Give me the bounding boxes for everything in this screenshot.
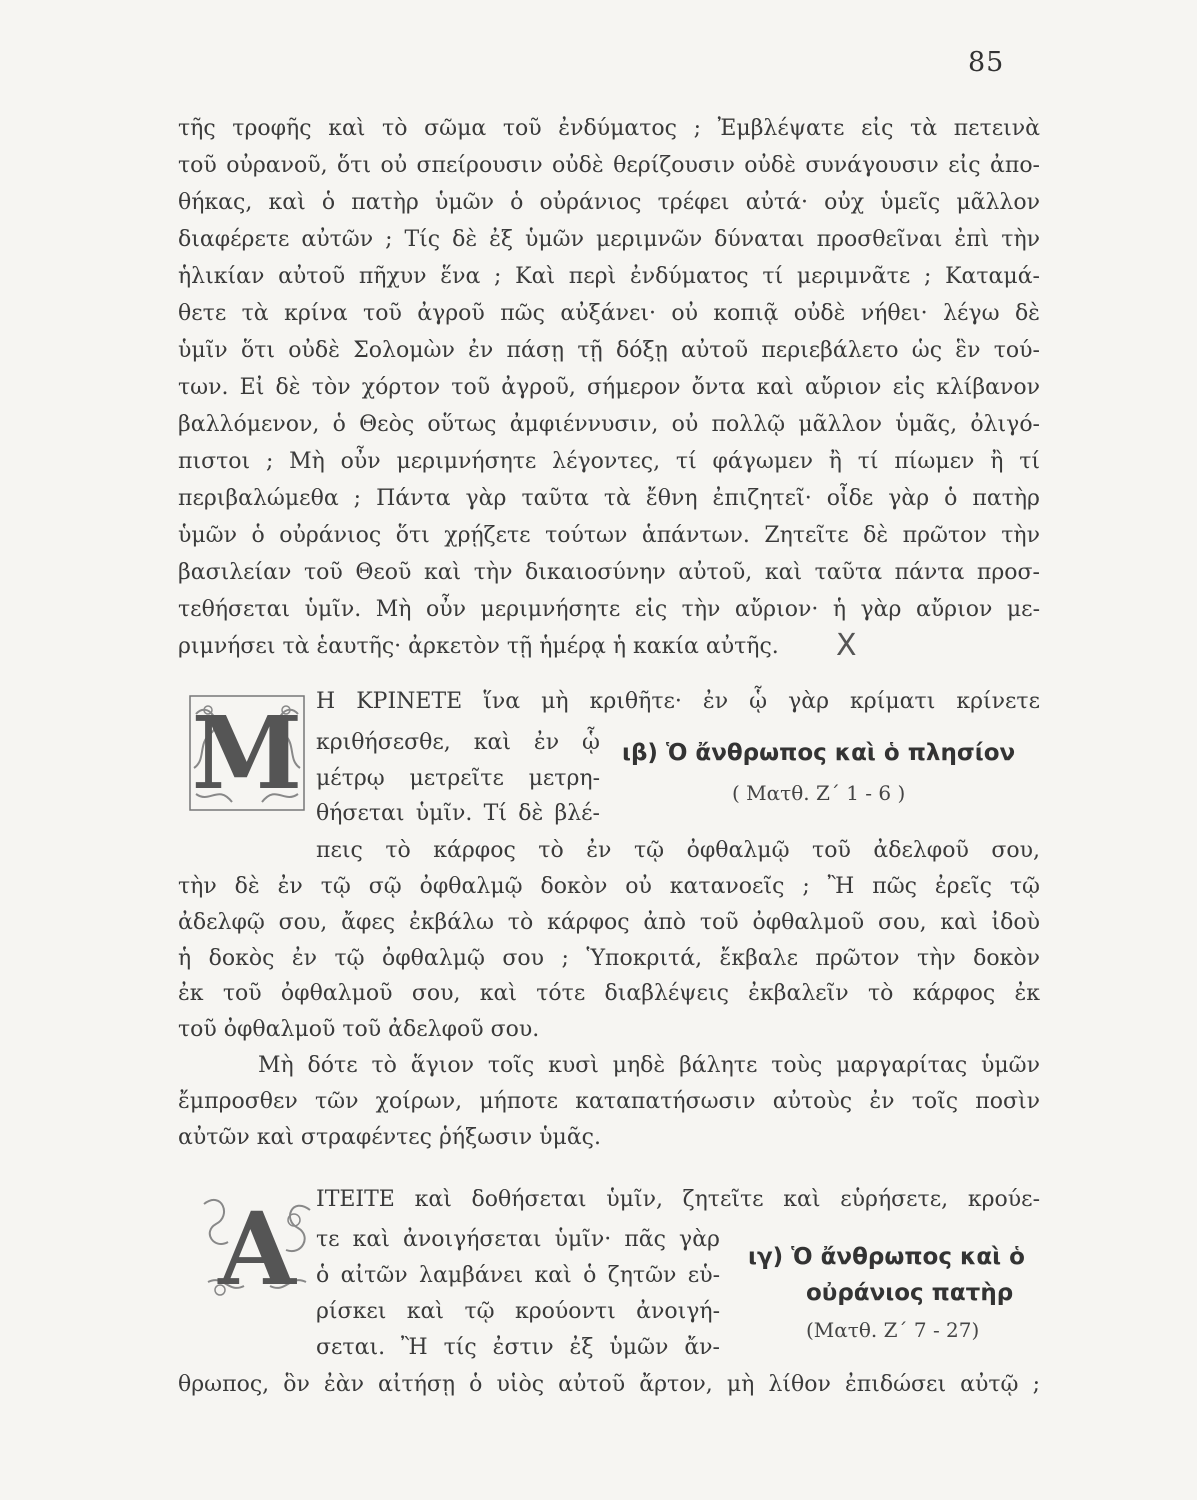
text-line: βασιλείαν τοῦ Θεοῦ καὶ τὴν δικαιοσύνην αὐτοῦ, καὶ ταῦτα πάντα προσ- xyxy=(178,560,1040,585)
text-line: πιστοι ; Μὴ οὖν μεριμνήσητε λέγοντες, τί φάγωμεν ἢ τί πίωμεν ἢ τί xyxy=(178,449,1040,474)
section-heading-cont: οὐράνιος πατὴρ xyxy=(806,1280,1014,1306)
text-line: θήκας, καὶ ὁ πατὴρ ὑμῶν ὁ οὐράνιος τρέφει αὐτά· οὐχ ὑμεῖς μᾶλλον xyxy=(178,190,1040,215)
text-line: πεις τὸ κάρφος τὸ ἐν τῷ ὀφθαλμῷ τοῦ ἀδελφοῦ σου, xyxy=(316,838,1040,863)
text-line: θήσεται ὑμῖν. Τί δὲ βλέ- xyxy=(316,801,600,826)
text-line: αὐτῶν καὶ στραφέντες ῥήξωσιν ὑμᾶς. xyxy=(178,1125,601,1150)
text-line: ὑμῖν ὅτι οὐδὲ Σολομὼν ἐν πάσῃ τῇ δόξῃ αὐτοῦ περιεβάλετο ὡς ἓν τού- xyxy=(178,338,1040,363)
text-line: ἡλικίαν αὐτοῦ πῆχυν ἕνα ; Καὶ περὶ ἐνδύματος τί μεριμνᾶτε ; Καταμά- xyxy=(178,264,1040,289)
text-line: ἡ δοκὸς ἐν τῷ ὀφθαλμῷ σου ; Ὑποκριτά, ἔκβαλε πρῶτον τὴν δοκὸν xyxy=(178,946,1040,971)
scripture-reference: (Ματθ. Ζ΄ 7 - 27) xyxy=(806,1318,980,1342)
text-line: διαφέρετε αὐτῶν ; Τίς δὲ ἐξ ὑμῶν μεριμνῶν δύναται προσθεῖναι ἐπὶ τὴν xyxy=(178,227,1040,252)
dropcap-a xyxy=(198,1190,316,1308)
text-line: μέτρῳ μετρεῖτε μετρη- xyxy=(316,766,600,791)
text-line: ἐκ τοῦ ὀφθαλμοῦ σου, καὶ τότε διαβλέψεις ἐκβαλεῖν τὸ κάρφος ἐκ xyxy=(178,981,1040,1006)
section-heading: ιγ) Ὁ ἄνθρωπος καὶ ὁ xyxy=(748,1244,1025,1270)
text-line: θρωπος, ὃν ἐὰν αἰτήσῃ ὁ υἱὸς αὐτοῦ ἄρτον, μὴ λίθον ἐπιδώσει αὐτῷ ; xyxy=(178,1372,1040,1397)
text-line: ὑμῶν ὁ οὐράνιος ὅτι χρῄζετε τούτων ἁπάντων. Ζητεῖτε δὲ πρῶτον τὴν xyxy=(178,523,1040,548)
dropcap-m xyxy=(188,694,306,812)
text-line: κριθήσεσθε, καὶ ἐν ᾧ xyxy=(316,730,600,755)
text-line: τε καὶ ἀνοιγήσεται ὑμῖν· πᾶς γὰρ xyxy=(316,1227,720,1252)
text-line: Η ΚΡΙΝΕΤΕ ἵνα μὴ κριθῆτε· ἐν ᾧ γὰρ κρίματι κρίνετε xyxy=(316,689,1040,714)
dropcap-letter: M xyxy=(191,694,303,812)
section-heading: ιβ) Ὁ ἄνθρωπος καὶ ὁ πλησίον xyxy=(622,740,1016,766)
dropcap-letter: A xyxy=(218,1190,296,1308)
handwritten-mark: X xyxy=(836,628,857,663)
text-line: σεται. Ἢ τίς ἐστιν ἐξ ὑμῶν ἄν- xyxy=(316,1335,720,1360)
scripture-reference: ( Ματθ. Ζ΄ 1 - 6 ) xyxy=(732,781,906,805)
text-line: Μὴ δότε τὸ ἅγιον τοῖς κυσὶ μηδὲ βάλητε τοὺς μαργαρίτας ὑμῶν xyxy=(258,1053,1040,1078)
text-line: ρίσκει καὶ τῷ κρούοντι ἀνοιγή- xyxy=(316,1299,720,1324)
text-line: περιβαλώμεθα ; Πάντα γὰρ ταῦτα τὰ ἔθνη ἐπιζητεῖ· οἶδε γὰρ ὁ πατὴρ xyxy=(178,486,1040,511)
text-line: ἔμπροσθεν τῶν χοίρων, μήποτε καταπατήσωσιν αὐτοὺς ἐν τοῖς ποσὶν xyxy=(178,1089,1040,1114)
text-line: ὁ αἰτῶν λαμβάνει καὶ ὁ ζητῶν εὑ- xyxy=(316,1263,720,1288)
text-line: ριμνήσει τὰ ἑαυτῆς· ἀρκετὸν τῇ ἡμέρᾳ ἡ κακία αὐτῆς. xyxy=(178,634,779,659)
text-line: τεθήσεται ὑμῖν. Μὴ οὖν μεριμνήσητε εἰς τὴν αὔριον· ἡ γὰρ αὔριον με- xyxy=(178,597,1040,622)
text-line: τὴν δὲ ἐν τῷ σῷ ὀφθαλμῷ δοκὸν οὐ κατανοεῖς ; Ἢ πῶς ἐρεῖς τῷ xyxy=(178,874,1040,899)
text-line: βαλλόμενον, ὁ Θεὸς οὕτως ἀμφιέννυσιν, οὐ πολλῷ μᾶλλον ὑμᾶς, ὀλιγό- xyxy=(178,412,1040,437)
text-line: τοῦ ὀφθαλμοῦ τοῦ ἀδελφοῦ σου. xyxy=(178,1017,540,1042)
page-number: 85 xyxy=(968,47,1005,78)
text-line: ἀδελφῷ σου, ἄφες ἐκβάλω τὸ κάρφος ἀπὸ τοῦ ὀφθαλμοῦ σου, καὶ ἰδοὺ xyxy=(178,910,1040,935)
text-line: ΙΤΕΙΤΕ καὶ δοθήσεται ὑμῖν, ζητεῖτε καὶ εὑρήσετε, κρούε- xyxy=(316,1187,1040,1212)
text-line: τῆς τροφῆς καὶ τὸ σῶμα τοῦ ἐνδύματος ; Ἐμβλέψατε εἰς τὰ πετεινὰ xyxy=(178,116,1040,141)
text-line: των. Εἰ δὲ τὸν χόρτον τοῦ ἀγροῦ, σήμερον ὄντα καὶ αὔριον εἰς κλίβανον xyxy=(178,375,1040,400)
text-line: τοῦ οὐρανοῦ, ὅτι οὐ σπείρουσιν οὐδὲ θερίζουσιν οὐδὲ συνάγουσιν εἰς ἀπο- xyxy=(178,153,1040,178)
text-line: θετε τὰ κρίνα τοῦ ἀγροῦ πῶς αὐξάνει· οὐ κοπιᾷ οὐδὲ νήθει· λέγω δὲ xyxy=(178,301,1040,326)
